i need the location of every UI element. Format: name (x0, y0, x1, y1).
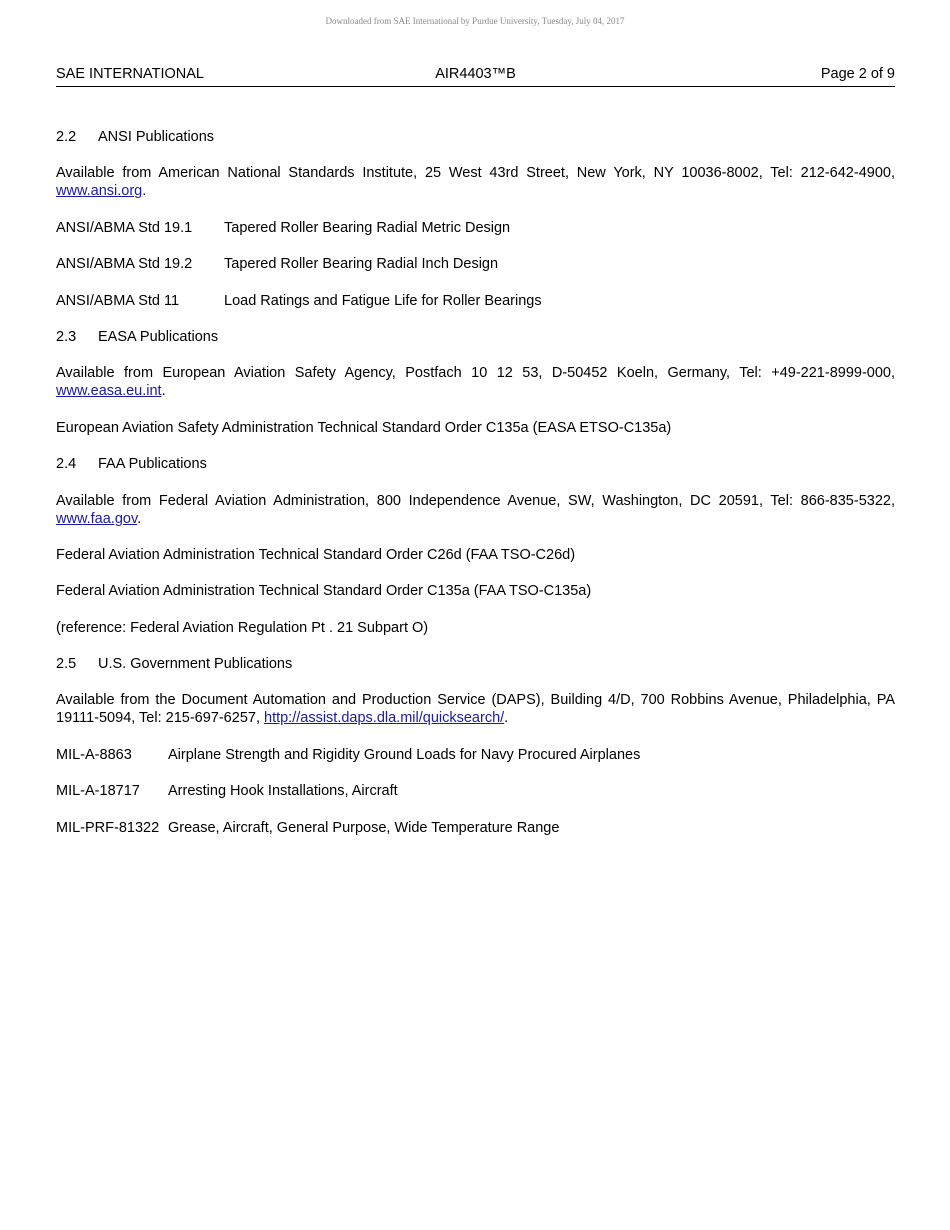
ansi-availability (56, 164, 895, 200)
faa-availability (56, 492, 895, 528)
section-heading-ansi (56, 128, 895, 146)
ansi-link[interactable]: www.ansi.org (56, 183, 143, 200)
reference-code: ANSI/ABMA Std 11 (56, 292, 180, 309)
reference-item: European Aviation Safety Administration Technical Standard Order C135a (EASA ETSO-C135a) (56, 419, 672, 436)
availability-text: Available from Federal Aviation Administration, 800 Independence Avenue, SW, Washington, DC 20591, Tel: 866-835-5322, (56, 492, 895, 509)
page-header (56, 66, 895, 87)
reference-title: Grease, Aircraft, General Purpose, Wide Temperature Range (168, 819, 560, 836)
assist-quicksearch-link[interactable]: http://assist.daps.dla.mil/quicksearch/ (264, 710, 505, 727)
easa-link[interactable]: www.easa.eu.int (56, 383, 162, 400)
faa-link[interactable]: www.faa.gov (56, 510, 138, 527)
section-title: U.S. Government Publications (98, 656, 293, 673)
availability-text: Available from the Document Automation and Production Service (DAPS), Building 4/D, 700 Robbins Avenue, Philadelphia, PA 19111-5094, Tel: 215-697-6257, (56, 692, 895, 727)
reference-item: Federal Aviation Administration Technical Standard Order C135a (FAA TSO-C135a) (56, 583, 592, 600)
punctuation: . (142, 183, 147, 200)
section-title: EASA Publications (98, 328, 219, 345)
reference-code: ANSI/ABMA Std 19.1 (56, 219, 193, 236)
usgov-availability (56, 691, 895, 727)
reference-code: MIL-A-18717 (56, 783, 140, 800)
section-number: 2.4 (56, 456, 77, 473)
reference-title: Arresting Hook Installations, Aircraft (168, 783, 398, 800)
easa-availability (56, 364, 895, 400)
section-title: ANSI Publications (98, 129, 215, 145)
reference-title: Load Ratings and Fatigue Life for Roller Bearings (224, 292, 542, 309)
header-org: SAE INTERNATIONAL (56, 66, 204, 82)
section-number: 2.3 (56, 328, 77, 345)
document-body (56, 128, 895, 855)
reference-title: Airplane Strength and Rigidity Ground Loads for Navy Procured Airplanes (168, 746, 641, 763)
section-heading-us-government (56, 655, 895, 673)
reference-item: Federal Aviation Administration Technical Standard Order C26d (FAA TSO-C26d) (56, 546, 576, 563)
punctuation: . (161, 383, 166, 400)
reference-note: (reference: Federal Aviation Regulation Pt . 21 Subpart O) (56, 619, 429, 636)
download-watermark: Downloaded from SAE International by Purdue University, Tuesday, July 04, 2017 (325, 16, 625, 26)
punctuation: . (137, 510, 142, 527)
reference-item (56, 292, 895, 310)
reference-item (56, 782, 895, 800)
section-number: 2.2 (56, 129, 77, 145)
section-title: FAA Publications (98, 456, 207, 473)
reference-code: MIL-A-8863 (56, 746, 132, 763)
punctuation: . (504, 710, 509, 727)
header-page-number: Page 2 of 9 (820, 66, 895, 82)
header-doc-id: AIR4403™B (435, 66, 516, 82)
availability-text: Available from European Aviation Safety Agency, Postfach 10 12 53, D-50452 Koeln, Germany, Tel: +49-221-8999-000, (56, 365, 895, 382)
reference-title: Tapered Roller Bearing Radial Metric Design (224, 219, 511, 236)
section-number: 2.5 (56, 656, 77, 673)
reference-code: MIL-PRF-81322 (56, 819, 160, 836)
reference-title: Tapered Roller Bearing Radial Inch Design (224, 256, 499, 273)
section-heading-easa (56, 328, 895, 346)
reference-item (56, 819, 895, 837)
section-heading-faa (56, 455, 895, 473)
reference-item (56, 746, 895, 764)
availability-text: Available from American National Standards Institute, 25 West 43rd Street, New York, NY 10036-8002, Tel: 212-642-4900, (56, 165, 895, 182)
reference-item (56, 255, 895, 273)
reference-code: ANSI/ABMA Std 19.2 (56, 256, 193, 273)
reference-item (56, 219, 895, 237)
